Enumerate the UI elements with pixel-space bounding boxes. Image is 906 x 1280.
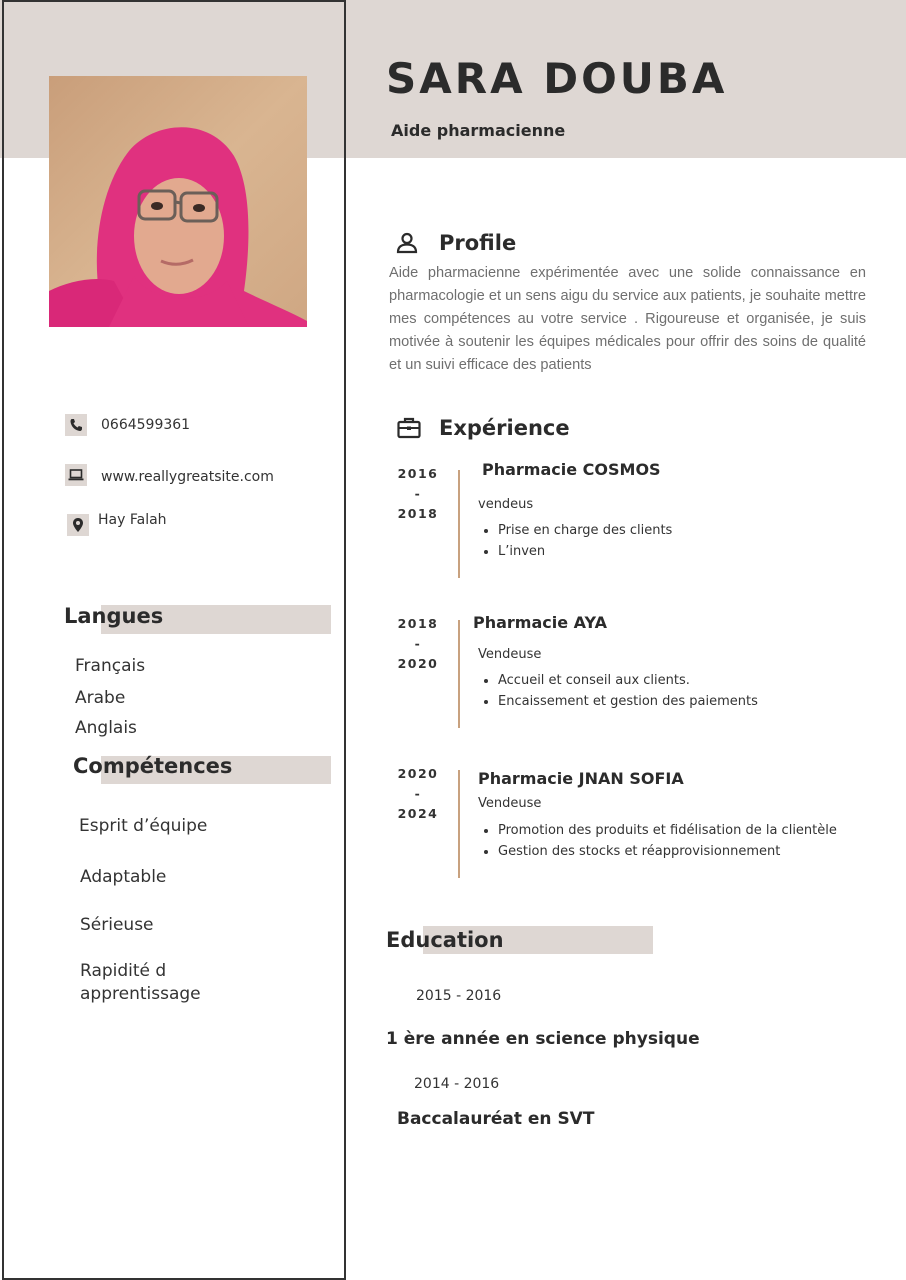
- task-item: • Gestion des stocks et réapprovisionnement: [498, 842, 837, 863]
- job-role: Vendeuse: [478, 647, 542, 662]
- timeline-line: [458, 470, 460, 578]
- education-title: Education: [386, 928, 504, 952]
- company-name: Pharmacie COSMOS: [482, 460, 661, 479]
- experience-dates: [394, 464, 442, 524]
- timeline-line: [458, 770, 460, 878]
- skills-title: Compétences: [73, 754, 233, 778]
- job-role: Vendeuse: [478, 796, 542, 811]
- company-name: Pharmacie JNAN SOFIA: [478, 769, 684, 788]
- phone-icon: [65, 414, 87, 436]
- education-degree: Baccalauréat en SVT: [397, 1109, 595, 1129]
- skill-item: Rapidité d apprentissage: [80, 961, 201, 1004]
- date-end: 2018: [397, 506, 439, 521]
- education-years: 2014 - 2016: [414, 1076, 500, 1092]
- date-separator: -: [414, 786, 422, 801]
- task-item: • Prise en charge des clients: [498, 521, 672, 542]
- language-item: Anglais: [75, 718, 137, 738]
- skill-item: Sérieuse: [80, 915, 154, 935]
- candidate-name: SARA DOUBA: [386, 54, 728, 103]
- profile-photo: [49, 76, 307, 327]
- education-degree: 1 ère année en science physique: [386, 1029, 700, 1049]
- skill-item: Esprit d’équipe: [79, 816, 208, 836]
- date-separator: -: [414, 486, 422, 501]
- skill-item: Adaptable: [80, 867, 167, 887]
- laptop-icon: [65, 464, 87, 486]
- portrait-illustration: [49, 76, 307, 327]
- task-item: • Encaissement et gestion des paiements: [498, 692, 758, 713]
- address: Hay Falah: [98, 512, 167, 528]
- date-end: 2024: [397, 806, 439, 821]
- date-end: 2020: [397, 656, 439, 671]
- experience-dates: [394, 764, 442, 824]
- task-item: • Promotion des produits et fidélisation de la clientèle: [498, 821, 837, 842]
- task-list: [478, 671, 758, 712]
- task-item: • Accueil et conseil aux clients.: [498, 671, 758, 692]
- language-item: Français: [75, 656, 146, 676]
- experience-title: Expérience: [439, 416, 570, 440]
- task-list: [478, 521, 672, 562]
- experience-dates: [394, 614, 442, 674]
- location-pin-icon: [67, 514, 89, 536]
- job-role: vendeus: [478, 497, 534, 512]
- profile-summary: Aide pharmacienne expérimentée avec une solide connaissance en pharmacologie et un sens aigu du service aux patients, je souhaite mettre mes compétences au votre service . Rigoureuse et organisée, je suis motivée à soutenir les équipes médicales pour offrir des soins de qualité et un suivi efficace des patients: [389, 265, 866, 373]
- left-column-frame-top: [2, 0, 346, 2]
- website-link[interactable]: www.reallygreatsite.com: [101, 469, 274, 485]
- education-years: 2015 - 2016: [416, 988, 502, 1004]
- phone-number: 0664599361: [101, 417, 191, 433]
- languages-title: Langues: [64, 604, 164, 628]
- task-item: • L’inven: [498, 542, 672, 563]
- date-start: 2020: [397, 766, 439, 781]
- job-title: Aide pharmacienne: [391, 121, 566, 140]
- briefcase-icon: [396, 415, 422, 441]
- timeline-line: [458, 620, 460, 728]
- language-item: Arabe: [75, 688, 126, 708]
- date-start: 2018: [397, 616, 439, 631]
- company-name: Pharmacie AYA: [473, 613, 607, 632]
- person-icon: [394, 230, 420, 256]
- date-separator: -: [414, 636, 422, 651]
- date-start: 2016: [397, 466, 439, 481]
- task-list: [478, 821, 837, 862]
- profile-title: Profile: [439, 231, 517, 255]
